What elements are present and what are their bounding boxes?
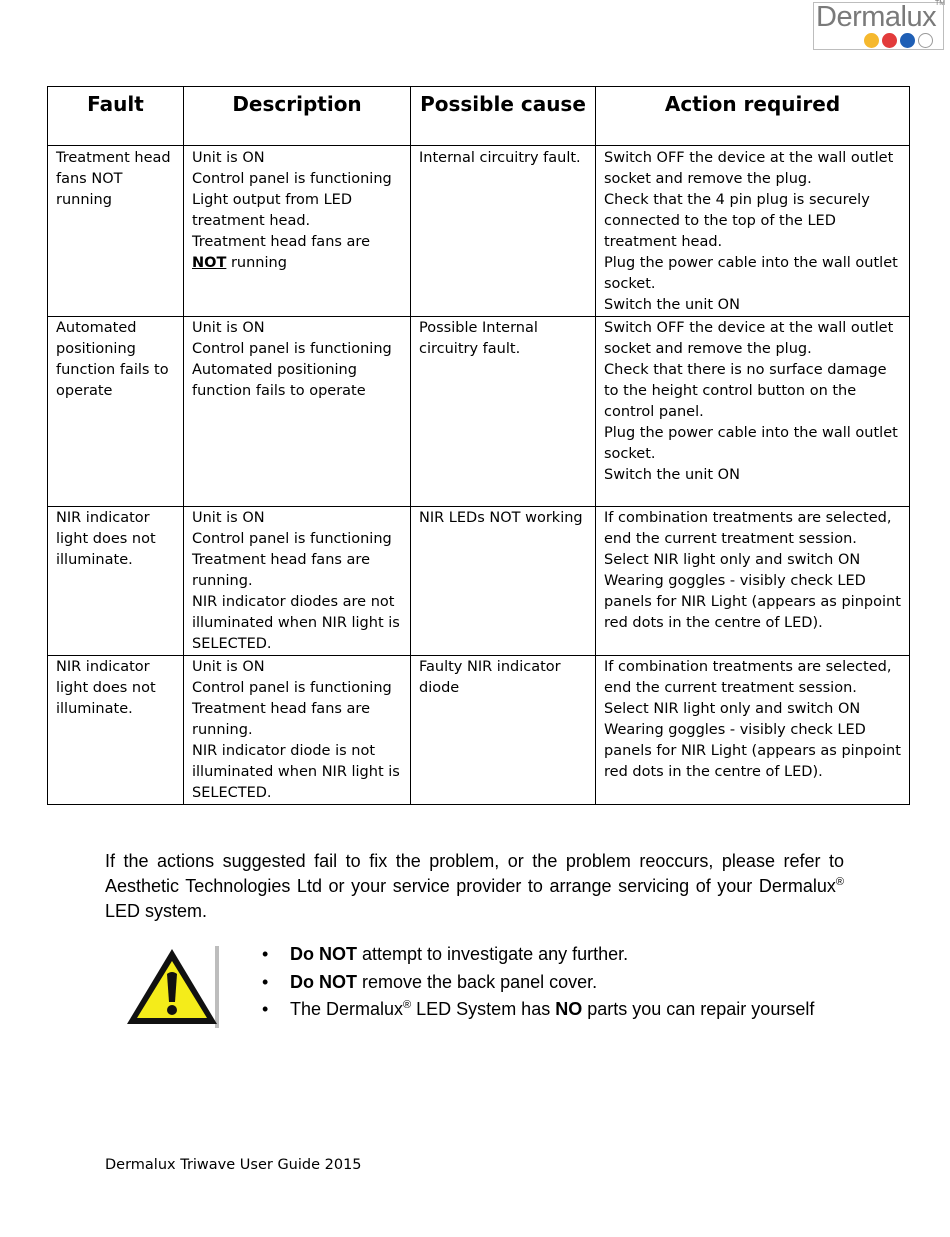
troubleshooting-table bbox=[47, 86, 910, 805]
description-line: Unit is ON bbox=[192, 150, 265, 166]
fault-cell: Treatment head fans NOT running bbox=[48, 146, 184, 317]
description-text: Treatment head fans are bbox=[192, 234, 370, 250]
fault-cell: Automated positioning function fails to operate bbox=[48, 317, 184, 507]
action-line: Check that the 4 pin plug is securely connected to the top of the LED treatment head. bbox=[604, 192, 870, 250]
header-description: Description bbox=[184, 87, 411, 146]
header-action-required: Action required bbox=[596, 87, 910, 146]
bullet-text: The Dermalux bbox=[290, 999, 404, 1019]
action-line: Plug the power cable into the wall outlet socket. bbox=[604, 255, 898, 292]
action-line: Plug the power cable into the wall outlet socket. bbox=[604, 425, 898, 462]
logo-dot-blue bbox=[900, 33, 915, 48]
table-row bbox=[48, 317, 910, 507]
description-text: running bbox=[226, 255, 287, 271]
action-cell bbox=[596, 656, 910, 805]
description-cell bbox=[184, 317, 411, 507]
description-line: Unit is ON bbox=[192, 659, 265, 675]
action-line: Wearing goggles - visibly check LED panels for NIR Light (appears as pinpoint red dots in the centre of LED). bbox=[604, 573, 901, 631]
description-cell bbox=[184, 656, 411, 805]
warning-triangle-icon bbox=[125, 944, 221, 1030]
bullet-text: remove the back panel cover. bbox=[357, 971, 598, 992]
bullet-bold: Do NOT bbox=[290, 944, 357, 964]
description-line: Control panel is functioning bbox=[192, 341, 392, 357]
logo-dot-red bbox=[882, 33, 897, 48]
logo-trademark: TM bbox=[935, 0, 946, 7]
cause-cell: Internal circuitry fault. bbox=[411, 146, 596, 317]
description-line: Control panel is functioning bbox=[192, 531, 392, 547]
description-line: NIR indicator diode is not illuminated when NIR light is SELECTED. bbox=[192, 743, 400, 801]
bullet-bold: NO bbox=[555, 999, 583, 1019]
fault-cell: NIR indicator light does not illuminate. bbox=[48, 656, 184, 805]
description-line: Treatment head fans are running. bbox=[192, 701, 370, 738]
dermalux-logo bbox=[813, 2, 944, 50]
description-line bbox=[192, 232, 402, 274]
header-possible-cause: Possible cause bbox=[411, 87, 596, 146]
table-header-row bbox=[48, 87, 910, 146]
bullet-bold: Do NOT bbox=[290, 971, 357, 992]
action-line: Switch OFF the device at the wall outlet socket and remove the plug. bbox=[604, 150, 894, 187]
description-line: Unit is ON bbox=[192, 510, 265, 526]
list-item bbox=[262, 996, 814, 1024]
description-line: Automated positioning function fails to operate bbox=[192, 362, 366, 399]
note-text-end: LED system. bbox=[105, 901, 208, 921]
list-item bbox=[262, 969, 814, 997]
registered-mark: ® bbox=[835, 876, 844, 888]
action-line: If combination treatments are selected, end the current treatment session. bbox=[604, 659, 892, 696]
description-line: Control panel is functioning bbox=[192, 171, 392, 187]
action-line: If combination treatments are selected, end the current treatment session. bbox=[604, 510, 892, 547]
description-line: Control panel is functioning bbox=[192, 680, 392, 696]
action-cell bbox=[596, 507, 910, 656]
action-line: Wearing goggles - visibly check LED panels for NIR Light (appears as pinpoint red dots in the centre of LED). bbox=[604, 722, 901, 780]
table-row bbox=[48, 656, 910, 805]
action-cell bbox=[596, 146, 910, 317]
description-cell bbox=[184, 146, 411, 317]
bullet-text: LED System has bbox=[411, 999, 556, 1019]
logo-text: Dermalux bbox=[816, 1, 937, 33]
cause-cell: Faulty NIR indicator diode bbox=[411, 656, 596, 805]
action-line: Switch the unit ON bbox=[604, 297, 740, 313]
action-line: Check that there is no surface damage to the height control button on the control panel. bbox=[604, 362, 887, 420]
action-line: Select NIR light only and switch ON bbox=[604, 552, 861, 568]
bullet-text: parts you can repair yourself bbox=[582, 999, 815, 1019]
action-line: Switch OFF the device at the wall outlet socket and remove the plug. bbox=[604, 320, 894, 357]
list-item bbox=[262, 941, 814, 969]
description-line: Light output from LED treatment head. bbox=[192, 192, 352, 229]
registered-mark: ® bbox=[403, 999, 412, 1011]
action-cell bbox=[596, 317, 910, 507]
logo-dot-white bbox=[918, 33, 933, 48]
action-line: Switch the unit ON bbox=[604, 467, 740, 483]
action-line: Select NIR light only and switch ON bbox=[604, 701, 861, 717]
note-text: If the actions suggested fail to fix the problem, or the problem reoccurs, please refer to Aesthetic Technologies Ltd or your service provider to arrange servicing of your Dermalux bbox=[105, 851, 844, 896]
cause-cell: NIR LEDs NOT working bbox=[411, 507, 596, 656]
description-line: Treatment head fans are running. bbox=[192, 552, 370, 589]
table-row bbox=[48, 507, 910, 656]
description-cell bbox=[184, 507, 411, 656]
description-line: Unit is ON bbox=[192, 320, 265, 336]
fault-cell: NIR indicator light does not illuminate. bbox=[48, 507, 184, 656]
warning-list bbox=[262, 941, 814, 1024]
page-footer: Dermalux Triwave User Guide 2015 bbox=[105, 1157, 362, 1173]
description-line: NIR indicator diodes are not illuminated when NIR light is SELECTED. bbox=[192, 594, 400, 652]
logo-dot-yellow bbox=[864, 33, 879, 48]
table-row bbox=[48, 146, 910, 317]
header-fault: Fault bbox=[48, 87, 184, 146]
emphasis-not: NOT bbox=[192, 255, 227, 271]
bullet-text: attempt to investigate any further. bbox=[357, 944, 629, 964]
service-note-paragraph bbox=[105, 849, 844, 924]
cause-cell: Possible Internal circuitry fault. bbox=[411, 317, 596, 507]
